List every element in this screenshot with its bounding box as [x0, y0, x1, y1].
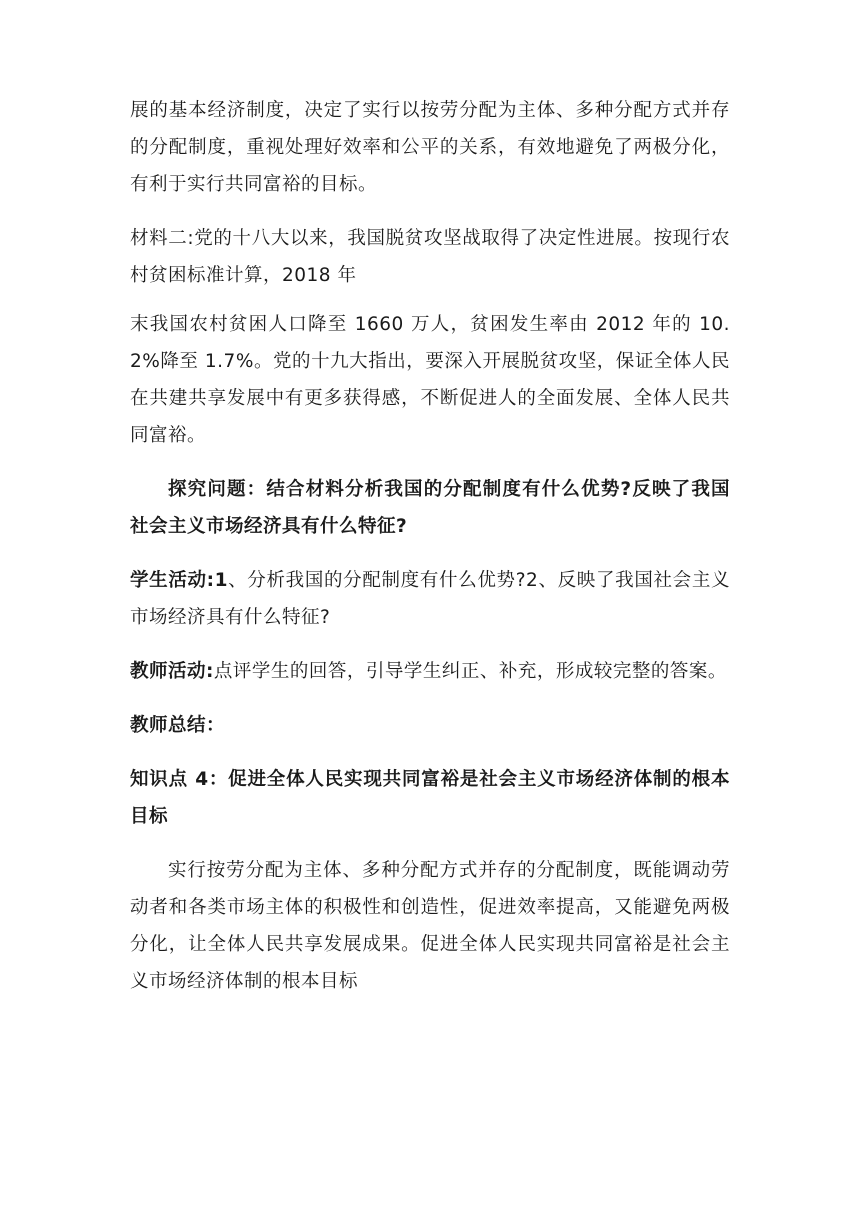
inquiry-question: 探究问题：结合材料分析我国的分配制度有什么优势?反映了我国社会主义市场经济具有什么特征?: [130, 479, 730, 537]
teacher-activity-label: 教师活动:: [130, 661, 214, 682]
closing-paragraph: 实行按劳分配为主体、多种分配方式并存的分配制度，既能调动劳动者和各类市场主体的积极性和创造性，促进效率提高，又能避免两极分化，让全体人民共享发展成果。促进全体人民实现共同富裕是社会主义市场经济体制的根本目标: [130, 860, 730, 992]
knowledge-point-title: 知识点 4：促进全体人民实现共同富裕是社会主义市场经济体制的根本目标: [130, 769, 730, 827]
teacher-activity: [130, 653, 730, 690]
student-activity: [130, 562, 730, 636]
teacher-activity-text: 点评学生的回答，引导学生纠正、补充，形成较完整的答案。: [213, 661, 727, 682]
student-activity-text: 、分析我国的分配制度有什么优势?2、反映了我国社会主义市场经济具有什么特征?: [130, 570, 731, 628]
paragraph-material-two: 材料二:党的十八大以来，我国脱贫攻坚战取得了决定性进展。按现行农村贫困标准计算，2018 年: [130, 228, 730, 286]
teacher-summary-label: 教师总结：: [130, 715, 226, 736]
student-activity-label: 学生活动:1: [130, 570, 228, 591]
document-body: [130, 92, 730, 1017]
paragraph-poverty-data: 末我国农村贫困人口降至 1660 万人，贫困发生率由 2012 年的 10.2%降至 1.7%。党的十九大指出，要深入开展脱贫攻坚，保证全体人民在共建共享发展中有更多获得感，不断促进人的全面发展、全体人民共同富裕。: [130, 314, 730, 446]
paragraph-distribution-system: 展的基本经济制度，决定了实行以按劳分配为主体、多种分配方式并存的分配制度，重视处理好效率和公平的关系，有效地避免了两极分化，有利于实行共同富裕的目标。: [130, 100, 730, 195]
